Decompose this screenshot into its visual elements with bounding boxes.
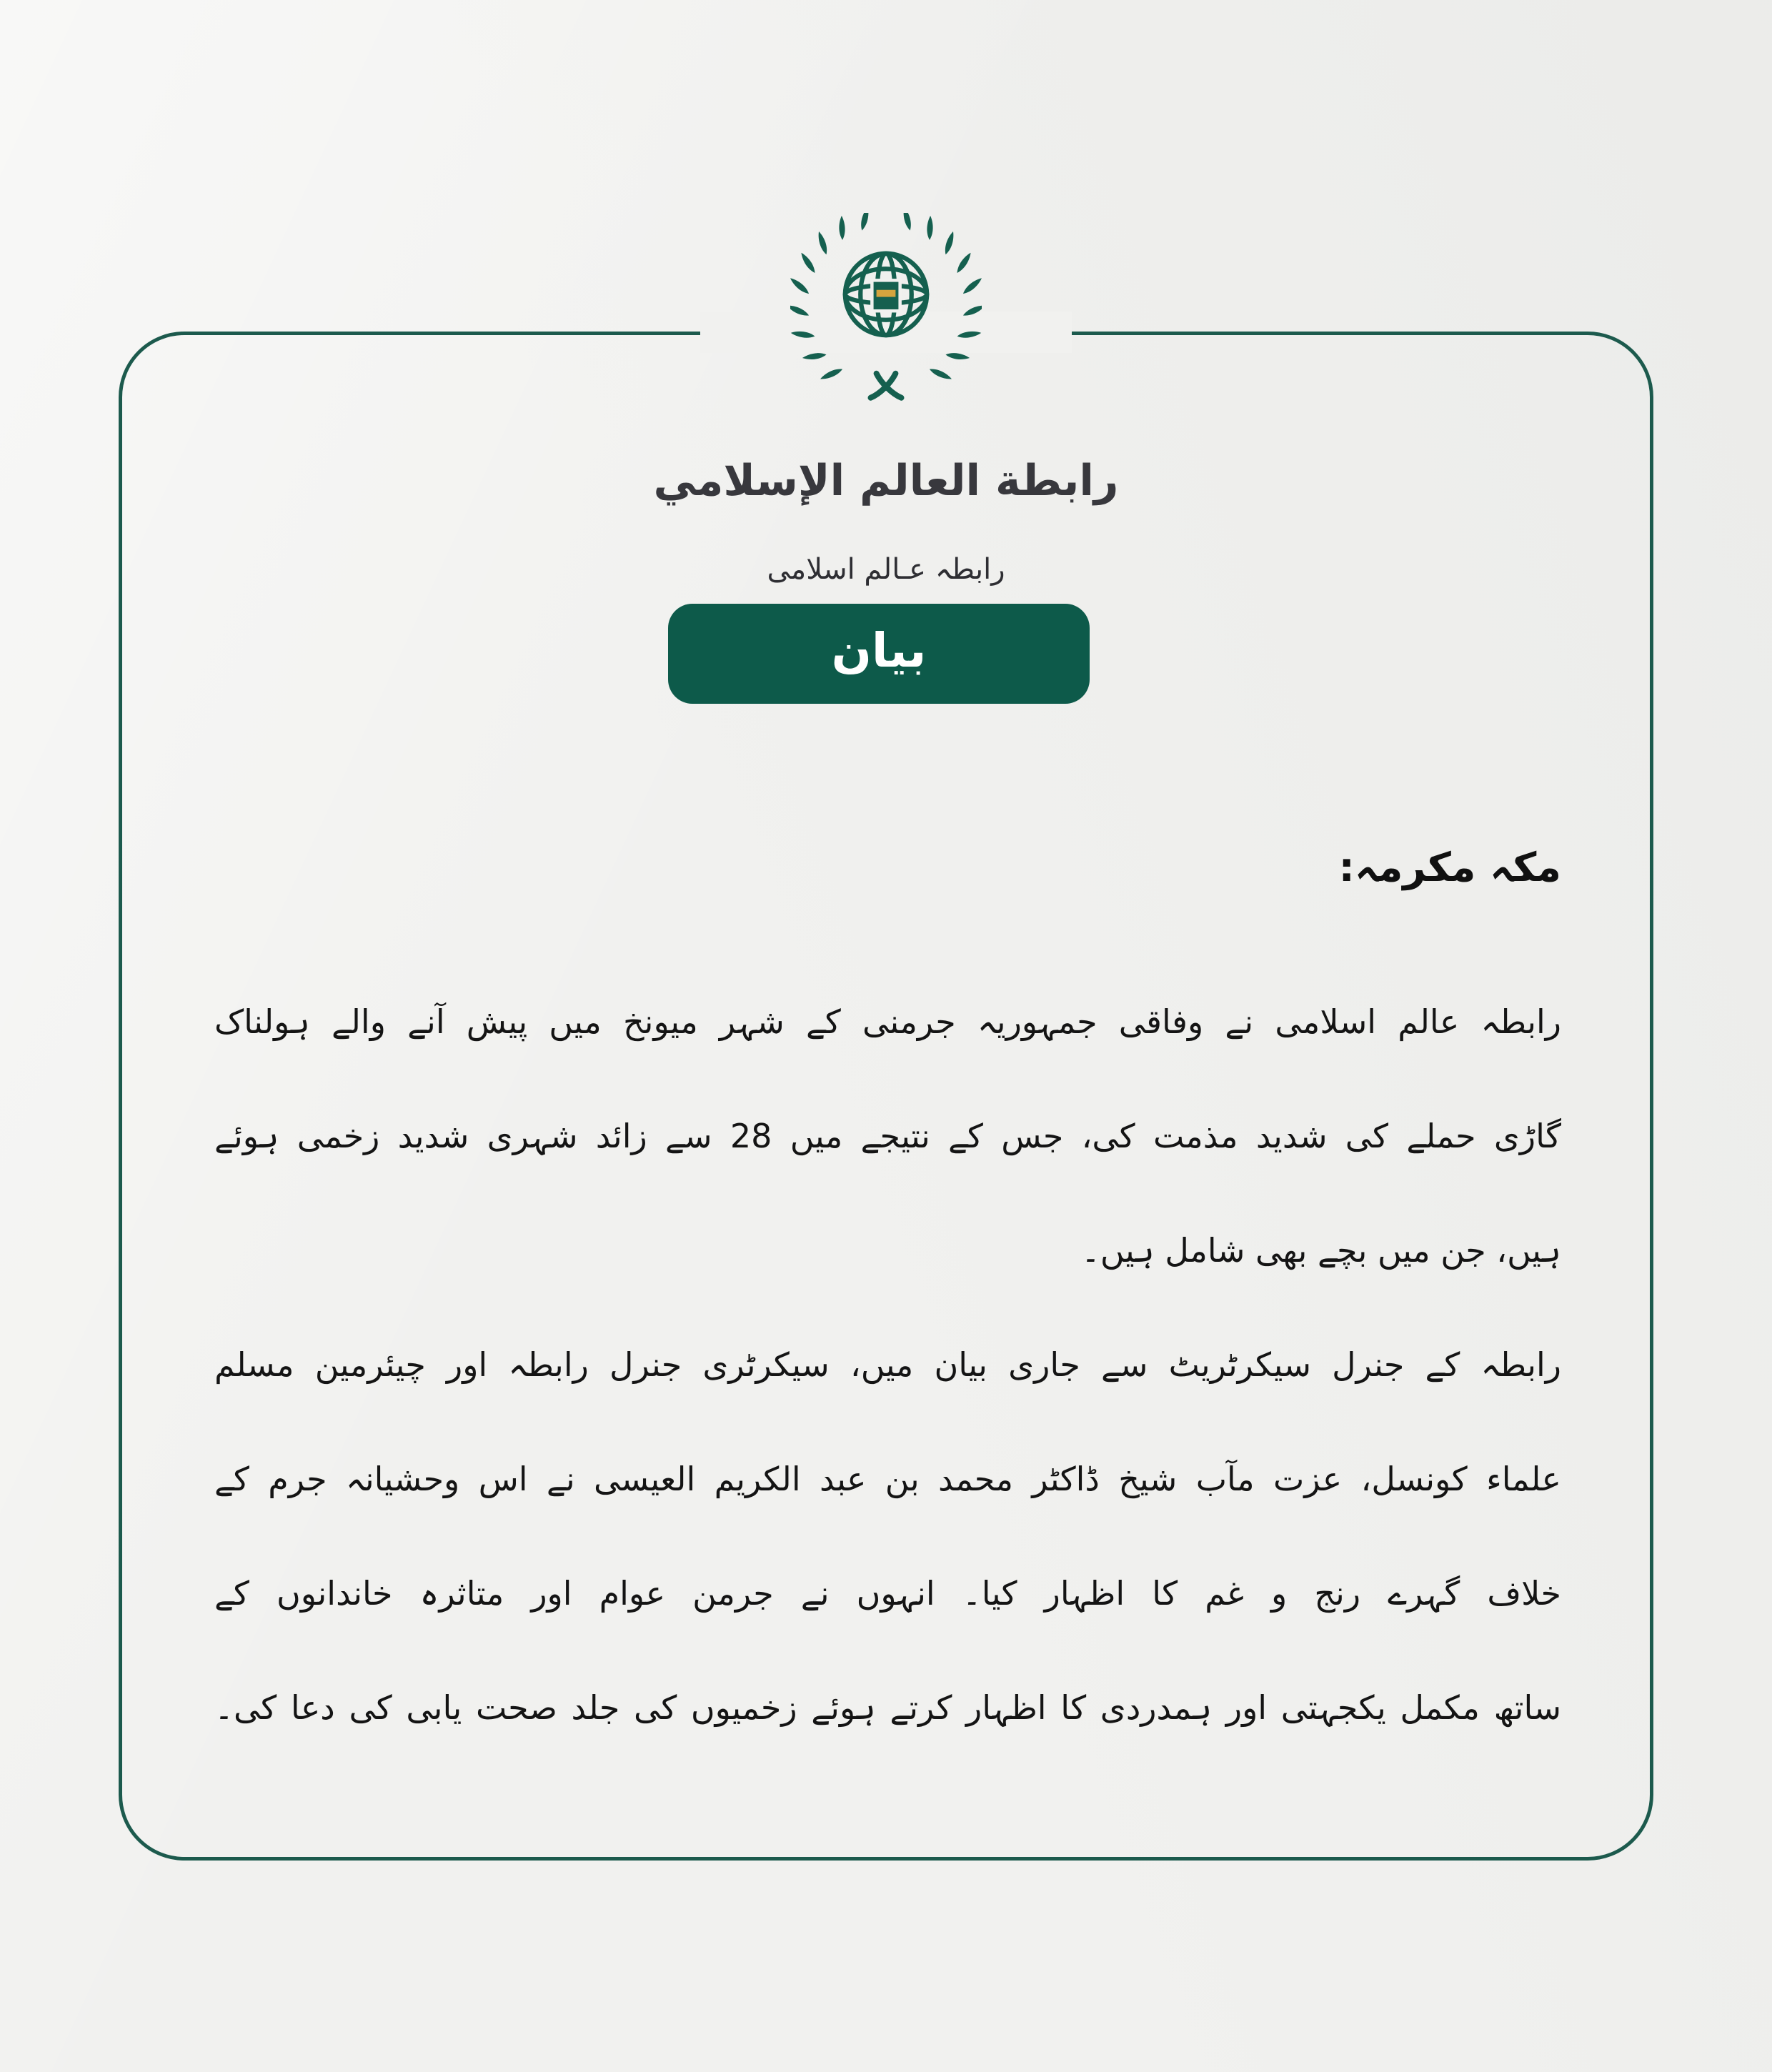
body-line: خلاف گہرے رنج و غم کا اظہار کیا۔ انہوں نے جرمن عوام اور متاثرہ خاندانوں کے: [214, 1574, 1561, 1613]
mwl-emblem-icon: [790, 213, 982, 412]
statement-banner: [668, 604, 1090, 704]
statement-banner-label: بيان: [831, 622, 927, 678]
body-line: گاڑی حملے کی شدید مذمت کی، جس کے نتیجے میں 28 سے زائد شہری شدید زخمی ہوئے: [214, 1117, 1562, 1155]
body-line: ساتھ مکمل یکجہتی اور ہمدردی کا اظہار کرتے ہوئے زخمیوں کی جلد صحت یابی کی دعا کی۔: [214, 1688, 1561, 1727]
body-line: رابطہ کے جنرل سیکرٹریٹ سے جاری بیان میں، سیکرٹری جنرل رابطہ اور چیئرمین مسلم: [214, 1345, 1561, 1384]
dateline: مکہ مکرمہ:: [1338, 845, 1561, 891]
body-line: ہیں، جن میں بچے بھی شامل ہیں۔: [1080, 1231, 1561, 1270]
org-name-arabic-calligraphy: رابطة العالم الإسلامي: [653, 456, 1119, 506]
body-line: علماء کونسل، عزت مآب شیخ ڈاکٹر محمد بن عبد الکریم العیسی نے اس وحشیانہ جرم کے: [214, 1460, 1561, 1498]
body-line: رابطہ عالم اسلامی نے وفاقی جمہوریہ جرمنی کے شہر میونخ میں پیش آنے والے ہولناک: [214, 1002, 1561, 1041]
statement-body: [214, 815, 1561, 1765]
org-name-urdu: رابطہ عـالم اسلامی: [767, 553, 1005, 586]
